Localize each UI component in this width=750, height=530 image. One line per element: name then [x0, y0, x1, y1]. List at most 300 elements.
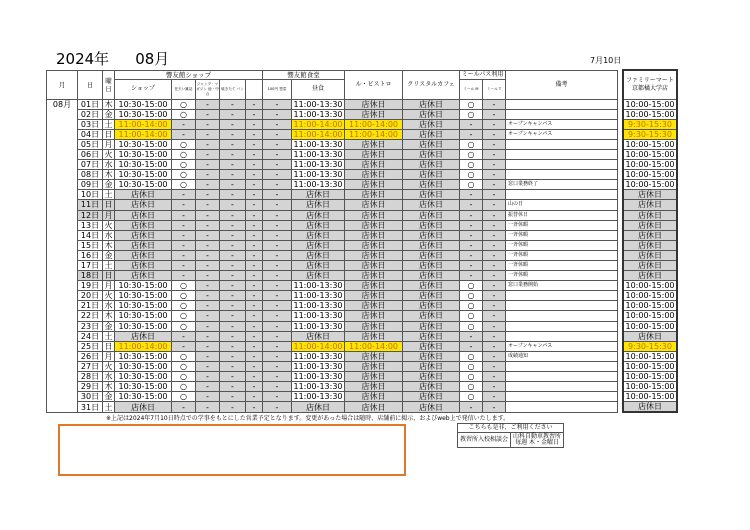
shop-service-1: ○ — [172, 311, 196, 321]
table-row — [47, 281, 678, 291]
shop-service-4: - — [246, 220, 263, 230]
table-row — [47, 382, 678, 392]
crystal-hours: 店休日 — [403, 291, 460, 301]
bistro-hours: 店休日 — [345, 392, 403, 402]
cafeteria-hours: 11:00-13:30 — [293, 99, 343, 109]
table-row — [47, 291, 678, 301]
crystal-hours: 店休日 — [403, 261, 460, 271]
weekday-cell: 木 — [104, 382, 113, 392]
pass-m-cell: - — [460, 402, 483, 413]
pass-t-cell: - — [483, 392, 506, 402]
shop-service-1: - — [172, 200, 196, 210]
familymart-hours: 店休日 — [623, 240, 677, 250]
shop-service-2: - — [196, 139, 220, 149]
bistro-hours: 店休日 — [345, 230, 403, 240]
cafeteria-hours: 店休日 — [292, 402, 345, 413]
shop-service-3: - — [220, 361, 246, 371]
table-row — [47, 220, 678, 230]
shop-service-2: - — [196, 361, 220, 371]
table-row — [47, 230, 678, 240]
cafeteria-hours: 11:00-13:30 — [293, 321, 343, 331]
table-row — [47, 119, 678, 129]
table-row — [47, 402, 678, 413]
day-cell: 01日 — [78, 99, 103, 109]
shop-service-1: - — [172, 210, 196, 220]
day-cell: 08日 — [78, 170, 103, 180]
shop-service-2: - — [196, 250, 220, 260]
familymart-hours: 店休日 — [623, 250, 677, 260]
weekday-cell: 木 — [104, 99, 113, 109]
shop-service-2: - — [196, 109, 220, 119]
shop-service-3: - — [220, 210, 246, 220]
crystal-hours: 店休日 — [403, 220, 460, 230]
shop-hours: 10:30-15:00 — [115, 382, 172, 392]
crystal-hours: 店休日 — [403, 160, 460, 170]
bistro-hours: 店休日 — [345, 190, 403, 200]
pass-t-cell: - — [483, 271, 506, 281]
yen100-cell: - — [263, 261, 292, 271]
shop-service-3: - — [220, 240, 246, 250]
shop-service-4: - — [246, 301, 263, 311]
table-row — [47, 160, 678, 170]
bistro-hours: 店休日 — [345, 210, 403, 220]
familymart-hours: 10:00-15:00 — [623, 99, 677, 109]
shop-service-3: - — [220, 331, 246, 341]
pass-m-cell: ○ — [460, 139, 483, 149]
month-label: 08月 — [135, 50, 170, 68]
shop-service-2: - — [196, 149, 220, 159]
shop-service-4: - — [246, 200, 263, 210]
shop-service-2: - — [196, 190, 220, 200]
cafeteria-hours: 店休日 — [292, 200, 345, 210]
bistro-hours: 11:00-14:00 — [345, 341, 403, 351]
yen100-cell: - — [263, 291, 292, 301]
updated-date: 7月10日 — [590, 56, 622, 65]
yen100-cell: - — [263, 382, 292, 392]
note-cell — [506, 109, 618, 119]
weekday-cell: 土 — [104, 190, 113, 200]
col-shop: ショップ — [115, 79, 172, 99]
bistro-hours: 店休日 — [345, 301, 403, 311]
cafeteria-hours: 11:00-13:30 — [293, 291, 343, 301]
pass-t-cell: - — [483, 109, 506, 119]
shop-hours: 店休日 — [115, 250, 172, 260]
col-meal: 昼食 — [292, 79, 345, 99]
table-row — [47, 129, 678, 139]
pass-t-cell: - — [483, 361, 506, 371]
cafeteria-hours: 店休日 — [292, 261, 345, 271]
weekday-cell: 日 — [104, 129, 113, 139]
familymart-hours: 10:00-15:00 — [623, 170, 677, 180]
familymart-hours: 10:00-15:00 — [623, 160, 677, 170]
yen100-cell: - — [263, 180, 292, 190]
shop-service-1: ○ — [172, 109, 196, 119]
note-cell — [506, 331, 618, 341]
table-row — [47, 351, 678, 361]
note-cell — [506, 321, 618, 331]
yen100-cell: - — [263, 392, 292, 402]
pass-t-cell: - — [483, 119, 506, 129]
shop-hours: 10:30-15:00 — [115, 99, 172, 109]
shop-service-2: - — [196, 200, 220, 210]
shop-service-2: - — [196, 261, 220, 271]
shop-service-1: - — [172, 402, 196, 413]
shop-service-4: - — [246, 240, 263, 250]
note-cell: 一斉休暇 — [506, 271, 618, 281]
weekday-cell: 月 — [104, 281, 113, 291]
shop-service-1: - — [172, 230, 196, 240]
pass-t-cell: - — [483, 190, 506, 200]
note-cell — [506, 291, 618, 301]
note-cell: 一斉休暇 — [506, 220, 618, 230]
familymart-hours: 9:30-15:30 — [623, 129, 677, 139]
cafeteria-hours: 11:00-13:30 — [293, 281, 343, 291]
day-cell: 30日 — [78, 392, 103, 402]
shop-service-3: - — [220, 261, 246, 271]
shop-service-3: - — [220, 291, 246, 301]
weekday-cell: 土 — [104, 331, 113, 341]
shop-service-4: - — [246, 250, 263, 260]
day-cell: 31日 — [78, 402, 103, 413]
familymart-hours: 10:00-15:00 — [623, 321, 677, 331]
familymart-hours: 店休日 — [623, 402, 677, 413]
shop-service-1: ○ — [172, 321, 196, 331]
familymart-hours: 店休日 — [623, 271, 677, 281]
col-cafeteria-group: 響友館食堂 — [263, 70, 345, 79]
cafeteria-hours: 11:00-13:30 — [293, 372, 343, 382]
col-pass-m: ミール M — [460, 79, 483, 99]
cafeteria-hours: 11:00-13:30 — [293, 351, 343, 361]
page-title — [56, 48, 169, 69]
shop-service-1: ○ — [172, 99, 196, 109]
shop-service-2: - — [196, 160, 220, 170]
pass-t-cell: - — [483, 341, 506, 351]
weekday-cell: 土 — [104, 261, 113, 270]
table-row — [47, 341, 678, 351]
pass-m-cell: ○ — [460, 170, 483, 180]
shop-service-3: - — [220, 129, 246, 139]
shop-hours: 店休日 — [115, 230, 172, 240]
day-cell: 17日 — [78, 261, 103, 271]
bistro-hours: 11:00-14:00 — [345, 119, 403, 129]
shop-service-1: ○ — [172, 180, 196, 190]
shop-service-1: ○ — [172, 392, 196, 402]
shop-service-4: - — [246, 99, 263, 109]
shop-hours: 11:00-14:00 — [115, 341, 172, 351]
cafeteria-hours: 店休日 — [292, 240, 345, 250]
pass-m-cell: ○ — [460, 301, 483, 311]
yen100-cell: - — [263, 341, 292, 351]
table-row — [47, 321, 678, 331]
table-row — [47, 180, 678, 190]
crystal-hours: 店休日 — [403, 149, 460, 159]
pass-m-cell: ○ — [460, 99, 483, 109]
note-cell: 一斉休暇 — [506, 230, 618, 240]
pass-m-cell: ○ — [460, 372, 483, 382]
pass-t-cell: - — [483, 149, 506, 159]
familymart-hours: 10:00-15:00 — [623, 361, 677, 371]
shop-service-2: - — [196, 119, 220, 129]
weekday-cell: 火 — [104, 291, 113, 301]
footnote: ※上記は2024年7月10日時点での学事をもとにした営業予定となります。変更があった場合は随時、店舗前に掲示、およびweb上で発信いたします。 — [106, 415, 510, 422]
pass-m-cell: - — [460, 220, 483, 230]
table-row — [47, 170, 678, 180]
yen100-cell: - — [263, 311, 292, 321]
table-row — [47, 261, 678, 271]
col-month: 月 — [47, 70, 78, 99]
bistro-hours: 店休日 — [345, 402, 403, 413]
contact-label: 教習所入校相談会 — [458, 433, 511, 448]
yen100-cell: - — [263, 372, 292, 382]
crystal-hours: 店休日 — [403, 139, 460, 149]
bistro-hours: 店休日 — [345, 311, 403, 321]
shop-hours: 11:00-14:00 — [115, 129, 172, 139]
familymart-hours: 10:00-15:00 — [623, 311, 677, 321]
weekday-cell: 火 — [104, 361, 113, 371]
weekday-cell: 月 — [104, 139, 113, 149]
table-row — [47, 139, 678, 149]
shop-service-1: - — [172, 341, 196, 351]
contact-box — [457, 423, 564, 448]
weekday-cell: 土 — [104, 119, 113, 129]
day-cell: 04日 — [78, 129, 103, 139]
col-crystal: クリスタルカフェ — [403, 70, 460, 99]
weekday-cell: 水 — [104, 230, 113, 240]
cafeteria-hours: 11:00-13:30 — [293, 180, 343, 190]
familymart-hours: 9:30-15:30 — [623, 341, 677, 351]
bistro-hours: 店休日 — [345, 160, 403, 170]
note-cell — [506, 149, 618, 159]
weekday-cell: 金 — [104, 250, 113, 260]
shop-service-2: - — [196, 382, 220, 392]
yen100-cell: - — [263, 321, 292, 331]
weekday-cell: 月 — [104, 351, 113, 361]
weekday-cell: 木 — [104, 240, 113, 250]
cafeteria-hours: 11:00-13:30 — [293, 382, 343, 392]
day-cell: 15日 — [78, 240, 103, 250]
shop-hours: 10:30-15:00 — [115, 180, 172, 190]
cafeteria-hours: 11:00-13:30 — [293, 160, 343, 170]
familymart-hours: 10:00-15:00 — [623, 281, 677, 291]
col-familymart: ファミリーマート 京都橘大学店 — [623, 70, 677, 99]
bistro-hours: 店休日 — [345, 99, 403, 109]
table-row — [47, 361, 678, 371]
shop-service-3: - — [220, 250, 246, 260]
crystal-hours: 店休日 — [403, 210, 460, 220]
shop-service-2: - — [196, 301, 220, 311]
crystal-hours: 店休日 — [403, 402, 460, 413]
pass-m-cell: - — [460, 200, 483, 210]
bistro-hours: 店休日 — [345, 372, 403, 382]
pass-t-cell: - — [483, 331, 506, 341]
day-cell: 27日 — [78, 361, 103, 371]
table-row — [47, 250, 678, 260]
shop-service-3: - — [220, 200, 246, 210]
familymart-hours: 10:00-15:00 — [623, 382, 677, 392]
pass-m-cell: ○ — [460, 392, 483, 402]
crystal-hours: 店休日 — [403, 301, 460, 311]
familymart-hours: 店休日 — [623, 190, 677, 200]
col-mag1: 任天い雑誌 — [172, 79, 196, 99]
yen100-cell: - — [263, 109, 292, 119]
table-row — [47, 240, 678, 250]
pass-m-cell: ○ — [460, 361, 483, 371]
shop-service-3: - — [220, 119, 246, 129]
pass-t-cell: - — [483, 351, 506, 361]
table-row — [47, 392, 678, 402]
crystal-hours: 店休日 — [403, 99, 460, 109]
yen100-cell: - — [263, 99, 292, 109]
crystal-hours: 店休日 — [403, 331, 460, 341]
pass-m-cell: ○ — [460, 109, 483, 119]
shop-service-2: - — [196, 210, 220, 220]
note-cell — [506, 392, 618, 402]
cafeteria-hours: 店休日 — [292, 250, 345, 260]
schedule-table — [46, 69, 678, 413]
shop-service-3: - — [220, 382, 246, 392]
shop-service-4: - — [246, 321, 263, 331]
note-cell — [506, 372, 618, 382]
col-shop-group: 響友館ショップ — [115, 70, 263, 79]
shop-service-4: - — [246, 281, 263, 291]
day-cell: 09日 — [78, 180, 103, 190]
note-cell: オープンキャンパス — [506, 129, 618, 139]
shop-service-2: - — [196, 129, 220, 139]
crystal-hours: 店休日 — [403, 190, 460, 200]
shop-service-2: - — [196, 311, 220, 321]
pass-m-cell: - — [460, 261, 483, 271]
yen100-cell: - — [263, 402, 292, 413]
note-cell — [506, 190, 618, 200]
cafeteria-hours: 11:00-14:00 — [293, 119, 343, 129]
crystal-hours: 店休日 — [403, 109, 460, 119]
note-cell — [506, 160, 618, 170]
bistro-hours: 店休日 — [345, 281, 403, 291]
crystal-hours: 店休日 — [403, 230, 460, 240]
note-cell: 成績通知 — [506, 351, 618, 361]
note-cell: 一斉休暇 — [506, 261, 618, 271]
crystal-hours: 店休日 — [403, 271, 460, 281]
col-bistro: ル・ビストロ — [345, 70, 403, 99]
shop-service-3: - — [220, 190, 246, 200]
bistro-hours: 店休日 — [345, 271, 403, 281]
shop-hours: 10:30-15:00 — [115, 170, 172, 180]
shop-hours: 10:30-15:00 — [115, 281, 172, 291]
weekday-cell: 金 — [104, 180, 113, 190]
yen100-cell: - — [263, 139, 292, 149]
shop-service-3: - — [220, 402, 246, 413]
col-mag2: ジャンプ・マガジン 他・中合 — [196, 79, 220, 99]
pass-m-cell: - — [460, 190, 483, 200]
bistro-hours: 店休日 — [345, 250, 403, 260]
cafeteria-hours: 店休日 — [292, 331, 345, 341]
day-cell: 20日 — [78, 291, 103, 301]
crystal-hours: 店休日 — [403, 361, 460, 371]
pass-t-cell: - — [483, 139, 506, 149]
shop-service-4: - — [246, 210, 263, 220]
bistro-hours: 店休日 — [345, 261, 403, 271]
shop-service-4: - — [246, 129, 263, 139]
shop-service-3: - — [220, 230, 246, 240]
table-row — [47, 331, 678, 341]
shop-hours: 店休日 — [115, 210, 172, 220]
shop-service-1: ○ — [172, 149, 196, 159]
day-cell: 10日 — [78, 190, 103, 200]
shop-hours: 店休日 — [115, 261, 172, 271]
shop-hours: 10:30-15:00 — [115, 321, 172, 331]
pass-m-cell: ○ — [460, 180, 483, 190]
cafeteria-hours: 11:00-13:30 — [293, 149, 343, 159]
day-cell: 29日 — [78, 382, 103, 392]
shop-hours: 店休日 — [115, 240, 172, 250]
shop-service-2: - — [196, 240, 220, 250]
yen100-cell: - — [263, 149, 292, 159]
shop-service-4: - — [246, 170, 263, 180]
note-cell: 一斉休暇 — [506, 240, 618, 250]
pass-t-cell: - — [483, 311, 506, 321]
table-row — [47, 149, 678, 159]
shop-hours: 10:30-15:00 — [115, 372, 172, 382]
shop-service-4: - — [246, 271, 263, 281]
yen100-cell: - — [263, 119, 292, 129]
shop-service-4: - — [246, 402, 263, 413]
shop-hours: 10:30-15:00 — [115, 291, 172, 301]
crystal-hours: 店休日 — [403, 321, 460, 331]
note-cell: オープンキャンパス — [506, 119, 618, 129]
cafeteria-hours: 店休日 — [292, 271, 345, 281]
cafeteria-hours: 店休日 — [292, 230, 345, 240]
shop-service-3: - — [220, 301, 246, 311]
pass-t-cell: - — [483, 382, 506, 392]
shop-service-2: - — [196, 402, 220, 413]
cafeteria-hours: 11:00-13:30 — [293, 109, 343, 119]
col-pass-t: ミール T — [483, 79, 506, 99]
shop-service-1: - — [172, 331, 196, 341]
table-row — [47, 271, 678, 281]
bistro-hours: 店休日 — [345, 351, 403, 361]
shop-hours: 10:30-15:00 — [115, 311, 172, 321]
weekday-cell: 金 — [104, 109, 113, 119]
memo-box — [58, 424, 406, 476]
cafeteria-hours: 店休日 — [292, 190, 345, 200]
pass-m-cell: - — [460, 271, 483, 281]
table-row — [47, 210, 678, 220]
note-cell — [506, 139, 618, 149]
shop-service-4: - — [246, 382, 263, 392]
shop-hours: 店休日 — [115, 402, 172, 413]
crystal-hours: 店休日 — [403, 240, 460, 250]
note-cell: 一斉休暇 — [506, 250, 618, 260]
shop-hours: 10:30-15:00 — [115, 361, 172, 371]
cafeteria-hours: 11:00-13:30 — [293, 170, 343, 180]
familymart-hours: 9:30-15:30 — [623, 119, 677, 129]
familymart-hours: 10:00-15:00 — [623, 291, 677, 301]
shop-service-3: - — [220, 311, 246, 321]
day-cell: 14日 — [78, 230, 103, 240]
shop-service-2: - — [196, 341, 220, 351]
yen100-cell: - — [263, 281, 292, 291]
shop-service-1: ○ — [172, 139, 196, 149]
shop-service-3: - — [220, 139, 246, 149]
crystal-hours: 店休日 — [403, 372, 460, 382]
note-cell — [506, 402, 618, 413]
shop-service-3: - — [220, 220, 246, 230]
weekday-cell: 日 — [104, 200, 113, 210]
shop-service-3: - — [220, 99, 246, 109]
weekday-cell: 木 — [104, 170, 113, 180]
shop-service-2: - — [196, 271, 220, 281]
shop-service-4: - — [246, 109, 263, 119]
